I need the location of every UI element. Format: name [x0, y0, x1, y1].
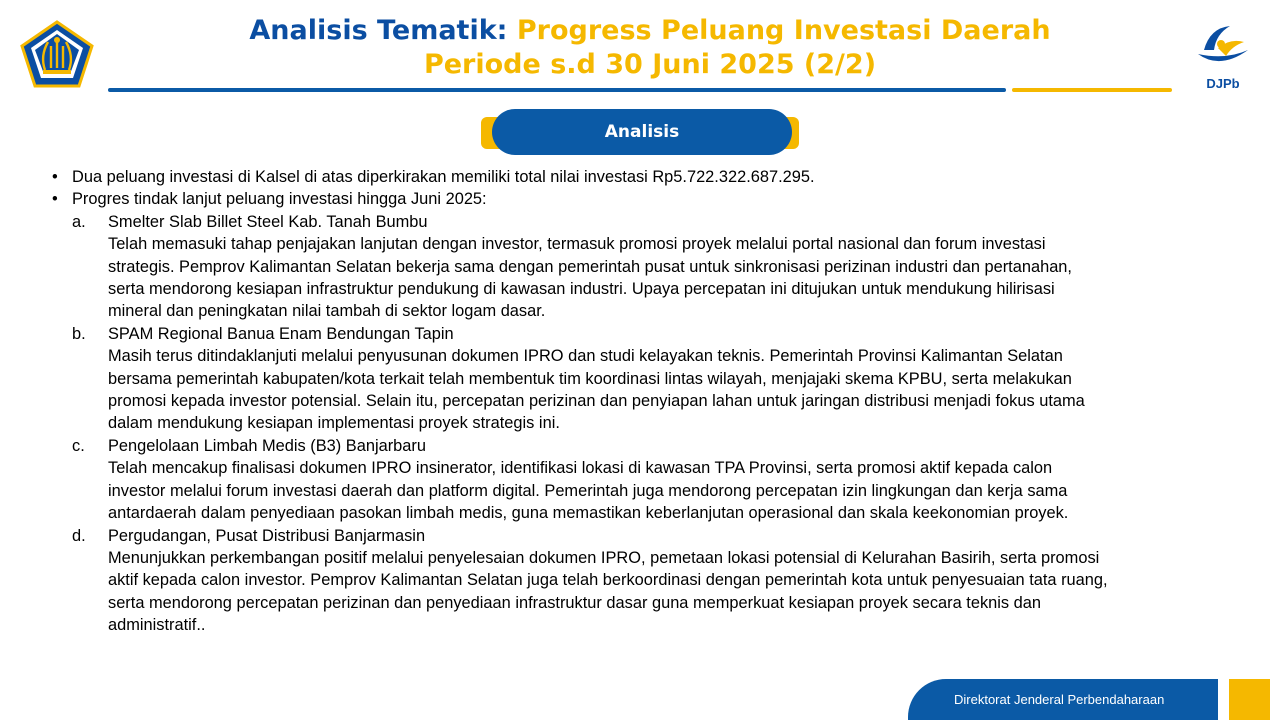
list-item-line: dalam mendukung kesiapan implementasi proyek strategis ini.	[108, 414, 560, 433]
analysis-content	[50, 166, 1250, 637]
list-item-line: serta mendorong kesiapan infrastruktur pendukung di kawasan industri. Upaya percepatan ini ditujukan untuk mendukung hilirisasi	[108, 280, 1055, 299]
list-item-line: Telah memasuki tahap penjajakan lanjutan dengan investor, termasuk promosi proyek melalui portal nasional dan forum investasi	[108, 235, 1046, 254]
list-item-title: Smelter Slab Billet Steel Kab. Tanah Bumbu	[108, 212, 428, 231]
footer-banner	[908, 679, 1218, 720]
title-underline-blue	[108, 88, 1006, 92]
djpb-brand-text: DJPb	[1206, 76, 1240, 91]
list-item-line: bersama pemerintah kabupaten/kota terkait telah membentuk tim koordinasi lintas wilayah, menjajaki skema KPBU, serta melakukan	[108, 369, 1072, 388]
list-item-line: Menunjukkan perkembangan positif melalui penyelesaian dokumen IPRO, pemetaan lokasi potensial di Kelurahan Basirih, serta promosi	[108, 548, 1100, 567]
list-marker: a.	[72, 212, 86, 231]
list-marker: d.	[72, 526, 86, 545]
list-marker: c.	[72, 436, 85, 455]
bullet-item	[50, 188, 1250, 210]
title-line-1	[150, 14, 1150, 48]
kemenkeu-emblem-icon	[20, 20, 94, 88]
list-item-line: serta mendorong percepatan perizinan dan penyediaan infrastruktur dasar guna memperkuat kesiapan proyek secara teknis dan	[108, 593, 1042, 612]
list-item-line: Masih terus ditindaklanjuti melalui penyusunan dokumen IPRO dan studi kelayakan teknis. Pemerintah Provinsi Kalimantan Selatan	[108, 347, 1063, 366]
list-item-line: strategis. Pemprov Kalimantan Selatan bekerja sama dengan pemerintah pusat untuk sinkronisasi perizinan industri dan pertanahan,	[108, 257, 1072, 276]
list-item-line: mineral dan peningkatan nilai tambah di sektor logam dasar.	[108, 302, 546, 321]
list-item-title: SPAM Regional Banua Enam Bendungan Tapin	[108, 324, 454, 343]
title-line-2: Periode s.d 30 Juni 2025 (2/2)	[423, 49, 877, 80]
list-item-line: antardaerah dalam penyediaan pasokan limbah medis, guna memastikan keberlanjutan operasional dan skala keekonomian proyek.	[108, 504, 1069, 523]
list-item	[50, 435, 1250, 525]
list-item-title: Pergudangan, Pusat Distribusi Banjarmasin	[108, 526, 426, 545]
bullet-text: Progres tindak lanjut peluang investasi hingga Juni 2025:	[72, 190, 487, 209]
title-prefix: Analisis Tematik:	[249, 15, 517, 46]
title-underline-gold	[1012, 88, 1172, 92]
list-item-line: Telah mencakup finalisasi dokumen IPRO insinerator, identifikasi lokasi di kawasan TPA Provinsi, serta promosi aktif kepada calon	[108, 459, 1053, 478]
list-item-line: aktif kepada calon investor. Pemprov Kalimantan Selatan juga telah berkoordinasi dengan pemerintah kota untuk penyesuaian tata ruang,	[108, 571, 1108, 590]
footer-accent-block	[1229, 679, 1270, 720]
bullet-text: Dua peluang investasi di Kalsel di atas diperkirakan memiliki total nilai investasi Rp5.722.322.687.295.	[72, 168, 815, 186]
list-marker: b.	[72, 324, 86, 343]
list-item	[50, 211, 1250, 323]
list-item-line: investor melalui forum investasi daerah dan platform digital. Pemerintah juga mendorong percepatan izin lingkungan dan kerja sama	[108, 481, 1068, 500]
bullet-dot: •	[52, 168, 58, 186]
list-item-line: promosi kepada investor potensial. Selain itu, percepatan perizinan dan penyiapan lahan untuk jaringan distribusi menjadi fokus utama	[108, 392, 1085, 411]
list-item-line: administratif..	[108, 616, 206, 635]
list-item-title: Pengelolaan Limbah Medis (B3) Banjarbaru	[108, 436, 426, 455]
bullet-item	[50, 166, 1250, 188]
title-highlight: Progress Peluang Investasi Daerah	[516, 15, 1051, 46]
section-label: Analisis	[492, 109, 792, 155]
list-item	[50, 323, 1250, 435]
bullet-dot: •	[52, 190, 58, 209]
page-title	[150, 14, 1150, 82]
footer-text: Direktorat Jenderal Perbendaharaan	[954, 692, 1165, 707]
list-item	[50, 525, 1250, 637]
